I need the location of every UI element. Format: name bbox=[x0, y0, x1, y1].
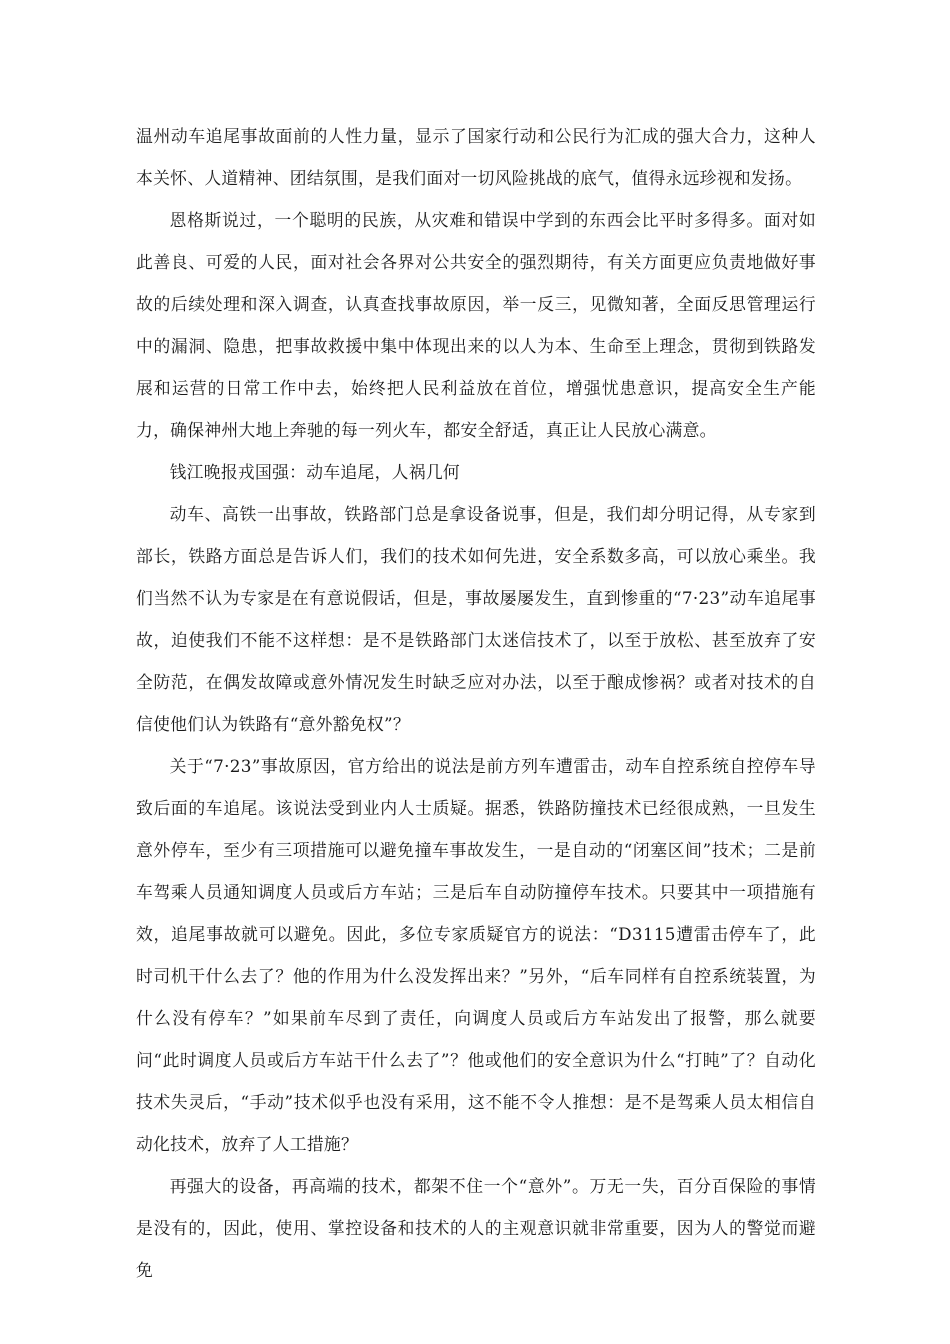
paragraph-accident-cause: 关于“7·23”事故原因，官方给出的说法是前方列车遭雷击，动车自控系统自控停车导致后面的车追尾。该说法受到业内人士质疑。据悉，铁路防撞技术已经很成熟，一旦发生意外停车，至少有三项措施可以避免撞车事故发生，一是自动的“闭塞区间”技术；二是前车驾乘人员通知调度人员或后方车站；三是后车自动防撞停车技术。只要其中一项措施有效，追尾事故就可以避免。因此，多位专家质疑官方的说法：“D3115遭雷击停车了，此时司机干什么去了？他的作用为什么没发挥出来？”另外，“后车同样有自控系统装置，为什么没有停车？”如果前车尽到了责任，向调度人员或后方车站发出了报警，那么就要问“此时调度人员或后方车站干什么去了”？他或他们的安全意识为什么“打盹”了？自动化技术失灵后，“手动”技术似乎也没有采用，这不能不令人推想：是不是驾乘人员太相信自动化技术，放弃了人工措施？ bbox=[136, 756, 816, 1154]
paragraph-continuation: 温州动车追尾事故面前的人性力量，显示了国家行动和公民行为汇成的强大合力，这种人本关怀、人道精神、团结氛围，是我们面对一切风险挑战的底气，值得永远珍视和发扬。 bbox=[136, 126, 816, 188]
paragraph-human-factor: 再强大的设备，再高端的技术，都架不住一个“意外”。万无一失，百分百保险的事情是没有的，因此，使用、掌控设备和技术的人的主观意识就非常重要，因为人的警觉而避免 bbox=[136, 1176, 816, 1280]
paragraph-engels-quote: 恩格斯说过，一个聪明的民族，从灾难和错误中学到的东西会比平时多得多。面对如此善良、可爱的人民，面对社会各界对公共安全的强烈期待，有关方面更应负责地做好事故的后续处理和深入调查，认真查找事故原因，举一反三，见微知著，全面反思管理运行中的漏洞、隐患，把事故救援中集中体现出来的以人为本、生命至上理念，贯彻到铁路发展和运营的日常工作中去，始终把人民利益放在首位，增强忧患意识，提高安全生产能力，确保神州大地上奔驰的每一列火车，都安全舒适，真正让人民放心满意。 bbox=[136, 210, 816, 440]
document-body bbox=[136, 115, 816, 1291]
paragraph-technology-trust: 动车、高铁一出事故，铁路部门总是拿设备说事，但是，我们却分明记得，从专家到部长，铁路方面总是告诉人们，我们的技术如何先进，安全系数多高，可以放心乘坐。我们当然不认为专家是在有意说假话，但是，事故屡屡发生，直到惨重的“7·23”动车追尾事故，迫使我们不能不这样想：是不是铁路部门太迷信技术了，以至于放松、甚至放弃了安全防范，在偶发故障或意外情况发生时缺乏应对办法，以至于酿成惨祸？或者对技术的自信使他们认为铁路有“意外豁免权”？ bbox=[136, 504, 816, 734]
article-heading: 钱江晚报戎国强：动车追尾，人祸几何 bbox=[169, 462, 460, 482]
